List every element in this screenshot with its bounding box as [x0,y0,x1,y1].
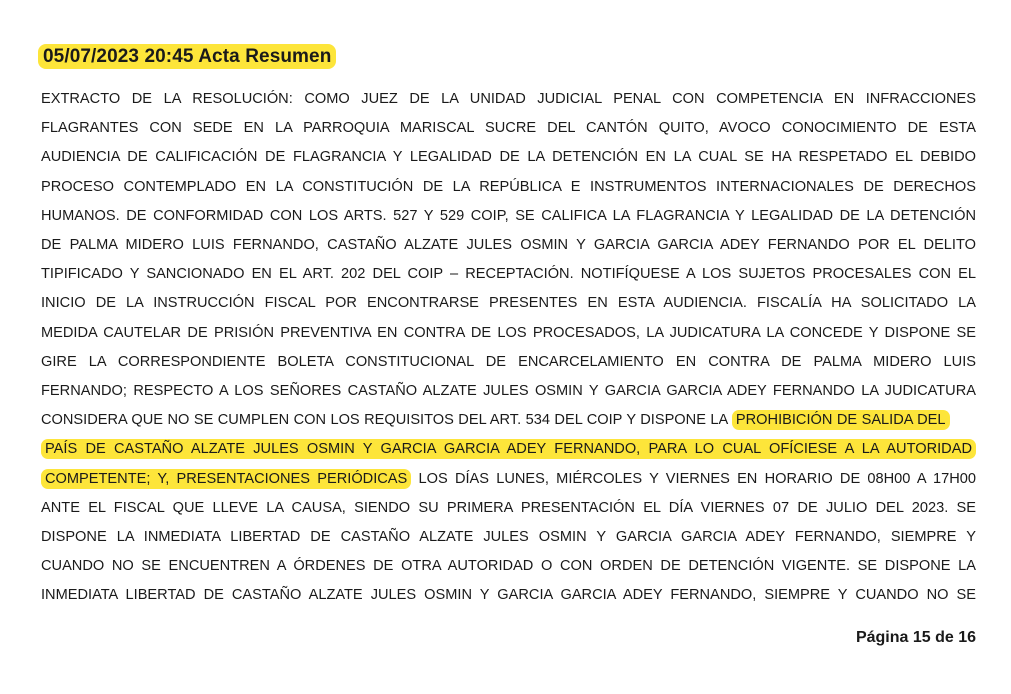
text-line: CUANDO NO SE ENCUENTREN A ÓRDENES DE OTRA AUTORIDAD O CON ORDEN DE DETENCIÓN VIGENTE. SE DISPONE LA [41,558,976,575]
text-line: FLAGRANTES CON SEDE EN LA PARROQUIA MARISCAL SUCRE DEL CANTÓN QUITO, AVOCO CONOCIMIENTO DE ESTA [41,120,976,137]
highlighted-text: PAÍS DE CASTAÑO ALZATE JULES OSMIN Y GARCIA GARCIA ADEY FERNANDO, PARA LO CUAL OFÍCIESE A LA AUTORIDAD [41,439,976,459]
text-line-mixed [41,465,976,494]
resolution-extract [41,85,976,611]
text-line: PROCESO CONTEMPLADO EN LA CONSTITUCIÓN DE LA REPÚBLICA E INSTRUMENTOS INTERNACIONALES DE DERECHOS [41,178,976,195]
text-line: ANTE EL FISCAL QUE LLEVE LA CAUSA, SIENDO SU PRIMERA PRESENTACIÓN EL DÍA VIERNES 07 DE JULIO DEL 2023. SE [41,499,976,516]
text-segment: CONSIDERA QUE NO SE CUMPLEN CON LOS REQUISITOS DEL ART. 534 DEL COIP Y DISPONE LA [41,412,728,429]
text-line-mixed [41,435,976,464]
page-number: Página 15 de 16 [855,629,976,646]
text-line-mixed [41,406,976,435]
entry-heading [38,43,336,71]
highlighted-text: PROHIBICIÓN DE SALIDA DEL [732,410,950,430]
text-line: INMEDIATA LIBERTAD DE CASTAÑO ALZATE JULES OSMIN Y GARCIA GARCIA ADEY FERNANDO, SIEMPRE Y CUANDO NO SE [41,587,976,604]
text-line: EXTRACTO DE LA RESOLUCIÓN: COMO JUEZ DE LA UNIDAD JUDICIAL PENAL CON COMPETENCIA EN INFRACCIONES [41,91,976,107]
text-segment: LOS DÍAS LUNES, MIÉRCOLES Y VIERNES EN HORARIO DE 08H00 A 17H00 [418,470,976,487]
highlighted-text: COMPETENTE; Y, PRESENTACIONES PERIÓDICAS [41,469,411,489]
text-line: DE PALMA MIDERO LUIS FERNANDO, CASTAÑO ALZATE JULES OSMIN Y GARCIA GARCIA ADEY FERNANDO POR EL DELITO [41,237,976,254]
text-line: AUDIENCIA DE CALIFICACIÓN DE FLAGRANCIA Y LEGALIDAD DE LA DETENCIÓN EN LA CUAL SE HA RESPETADO EL DEBIDO [41,149,976,166]
text-line: GIRE LA CORRESPONDIENTE BOLETA CONSTITUCIONAL DE ENCARCELAMIENTO EN CONTRA DE PALMA MIDERO LUIS [41,353,976,370]
text-line: TIPIFICADO Y SANCIONADO EN EL ART. 202 DEL COIP – RECEPTACIÓN. NOTIFÍQUESE A LOS SUJETOS PROCESALES CON EL [41,266,976,283]
text-line: DISPONE LA INMEDIATA LIBERTAD DE CASTAÑO ALZATE JULES OSMIN Y GARCIA GARCIA ADEY FERNANDO, SIEMPRE Y [41,529,976,546]
text-line: HUMANOS. DE CONFORMIDAD CON LOS ARTS. 527 Y 529 COIP, SE CALIFICA LA FLAGRANCIA Y LEGALIDAD DE LA DETENCIÓN [41,207,976,224]
entry-heading-highlight: 05/07/2023 20:45 Acta Resumen [38,44,336,69]
text-line: MEDIDA CAUTELAR DE PRISIÓN PREVENTIVA EN CONTRA DE LOS PROCESADOS, LA JUDICATURA LA CONCEDE Y DISPONE SE [41,324,976,341]
text-line: INICIO DE LA INSTRUCCIÓN FISCAL POR ENCONTRARSE PRESENTES EN ESTA AUDIENCIA. FISCALÍA HA SOLICITADO LA [41,295,976,312]
text-line: FERNANDO; RESPECTO A LOS SEÑORES CASTAÑO ALZATE JULES OSMIN Y GARCIA GARCIA ADEY FERNANDO LA JUDICATURA [41,383,976,400]
